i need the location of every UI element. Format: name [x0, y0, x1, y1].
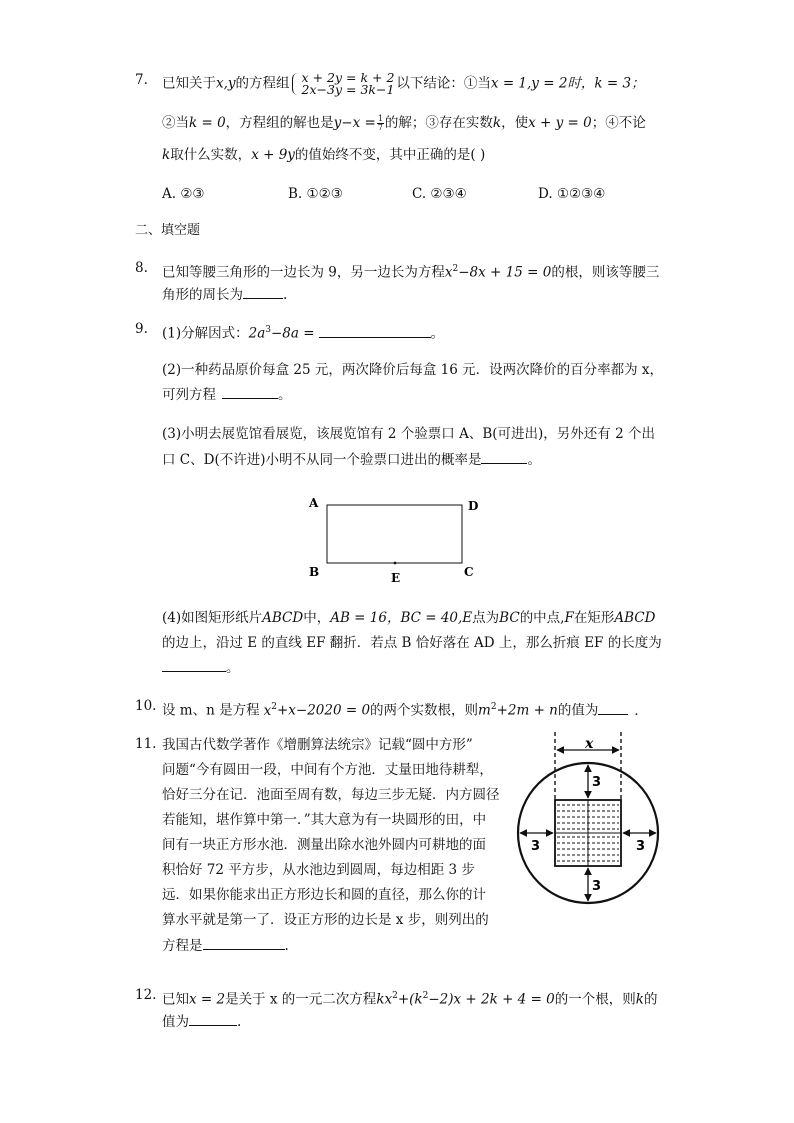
option-a[interactable]: A. ②③ — [162, 186, 205, 202]
q11-line: 我国古代数学著作《增删算法统宗》记载“圆中方形” — [162, 737, 473, 753]
label-3-bottom: 3 — [592, 879, 602, 894]
answer-blank[interactable] — [481, 450, 527, 464]
q11-line-last: 方程是 . — [162, 938, 289, 954]
q10-line-1: 设 m、n 是方程 $x^2+x-2020 = 0$的两个实数根，则$m^2+2m + n$的值为 ． — [162, 702, 648, 719]
label-a: A — [309, 496, 319, 510]
option-c[interactable]: C. ②③④ — [412, 186, 467, 202]
q12-line-1: 已知x = 2是关于 x 的一元二次方程$kx^2+(k^2-2)x + 2k + 4 = 0$的一个根，则k的 — [162, 991, 658, 1008]
question-number: 12. — [135, 987, 157, 1003]
label-3-left: 3 — [531, 839, 541, 854]
q9-part-2-line-2: 可列方程 。 — [162, 387, 292, 403]
q11-line: 间有一块正方形水池．测量出除水池外圆内可耕地的面 — [162, 837, 486, 853]
q11-line: 算水平就是第一了．设正方形的边长是 x 步，则列出的 — [162, 912, 489, 928]
label-e: E — [391, 571, 401, 585]
answer-blank[interactable] — [189, 1012, 237, 1026]
q9-part-4-line-2: 的边上，沿过 E 的直线 EF 翻折．若点 B 恰好落在 AD 上，那么折痕 EF 的长度为 — [162, 635, 662, 651]
equation-system: x + 2y = k + 2 2x−3y = 3k−1 — [292, 72, 395, 96]
q7-line-2: ②当k = 0，方程组的解也是y−x = $\frac{1}{7}$ 的解；③存在实数k，使x + y = 0；④不论 — [162, 114, 646, 132]
option-d[interactable]: D. ①②③④ — [538, 186, 606, 202]
question-number: 7. — [135, 72, 148, 88]
label-d: D — [468, 499, 479, 513]
label-3-top: 3 — [592, 775, 602, 790]
q12-line-2: 值为 . — [162, 1014, 242, 1030]
q7-line-3: k取什么实数，x + 9y的值始终不变，其中正确的是( ) — [162, 147, 486, 163]
label-x: x — [585, 736, 594, 752]
q9-part-4-line-3: 。 — [162, 658, 240, 677]
point-e — [394, 562, 397, 565]
answer-blank[interactable] — [203, 936, 285, 950]
answer-blank[interactable] — [222, 385, 278, 399]
q11-line: 若能知，堪作算中第一．”其大意为有一块圆形的田，中 — [162, 812, 487, 828]
answer-blank[interactable] — [598, 701, 628, 715]
answer-blank[interactable] — [243, 285, 283, 299]
question-number: 11. — [135, 736, 157, 752]
q11-line: 恰好三分在记．池面至周有数，每边三步无疑．内方圆径 — [162, 787, 500, 803]
label-3-right: 3 — [636, 839, 646, 854]
q11-line: 远．如果你能求出正方形边长和圆的直径，那么你的计 — [162, 887, 486, 903]
question-number: 9. — [135, 321, 148, 337]
q9-part-3-line-1: (3)小明去展览馆看展览，该展览馆有 2 个验票口 A、B(可进出)，另外还有 2 个出 — [162, 426, 655, 442]
fraction: $\frac{1}{7}$ — [377, 114, 383, 132]
q11-line: 积恰好 72 平方步，从水池边到圆周，每边相距 3 步 — [162, 862, 475, 878]
answer-blank[interactable] — [319, 324, 431, 338]
option-b[interactable]: B. ①②③ — [288, 186, 343, 202]
answer-blank[interactable] — [162, 658, 226, 672]
q9-part-1: (1)分解因式：$2a^3-8a$ = 。 — [162, 325, 445, 342]
q8-line-1: 已知等腰三角形的一边长为 9，另一边长为方程$x^2-8x + 15 = 0$的根，则该等腰三 — [162, 264, 660, 281]
q11-line: 问题“今有圆田一段，中间有个方池．丈量田地待耕犁， — [162, 762, 493, 778]
q8-line-2: 角形的周长为 . — [162, 287, 288, 303]
q9-part-2-line-1: (2)一种药品原价每盒 25 元，两次降价后每盒 16 元．设两次降价的百分率都为 x， — [162, 362, 664, 378]
q9-part-3-line-2: 口 C、D(不许进)小明不从同一个验票口进出的概率是 。 — [162, 452, 541, 468]
circle-square-figure — [514, 730, 664, 915]
q9-part-4-line-1: (4)如图矩形纸片ABCD中，AB = 16，BC = 40,E点为BC的中点,F在矩形ABCD — [162, 610, 656, 626]
rectangle-figure — [300, 490, 500, 590]
question-number: 8. — [135, 260, 148, 276]
rectangle-abcd — [327, 505, 462, 563]
label-c: C — [464, 565, 474, 579]
label-b: B — [309, 565, 320, 579]
section-title: 二、填空题 — [135, 223, 201, 238]
question-number: 10. — [135, 698, 157, 714]
q7-line-1: 已知关于x,y的方程组 x + 2y = k + 2 2x−3y = 3k−1 以下结论：①当x = 1,y = 2时，k = 3； — [162, 70, 645, 97]
